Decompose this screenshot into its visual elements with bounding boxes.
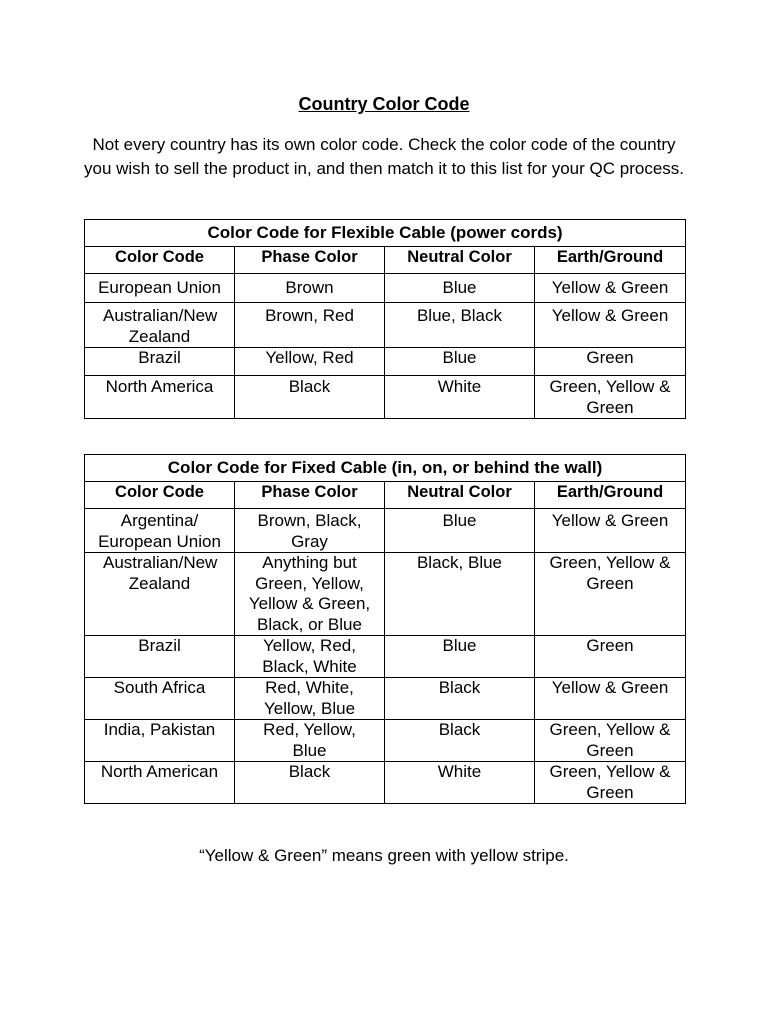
table-row [85, 303, 686, 348]
table-cell: Yellow, Red, Black, White [235, 636, 385, 678]
page-title: Country Color Code [298, 94, 470, 114]
header-earth-ground: Earth/Ground [535, 247, 686, 274]
table-cell: Green [535, 348, 686, 376]
table-caption: Color Code for Flexible Cable (power cords) [85, 220, 686, 247]
table-cell: Brown, Red [235, 303, 385, 348]
table-cell: Yellow & Green [535, 509, 686, 553]
table-cell: Black, Blue [385, 553, 535, 636]
table-cell: North America [85, 376, 235, 419]
table-cell: Blue [385, 274, 535, 303]
intro-paragraph: Not every country has its own color code. Check the color code of the country you wish to sell the product in, and then match it to this list for your QC process. [84, 135, 684, 178]
table-cell: Brazil [85, 636, 235, 678]
table-cell: Green, Yellow & Green [535, 553, 686, 636]
flexible-cable-table [84, 219, 686, 419]
table-cell: White [385, 376, 535, 419]
table-cell: Black [385, 720, 535, 762]
table-cell: Brazil [85, 348, 235, 376]
table-cell: North American [85, 762, 235, 804]
table-cell: Argentina/ European Union [85, 509, 235, 553]
table-cell: Yellow & Green [535, 274, 686, 303]
table-row [85, 376, 686, 419]
table-cell: Red, Yellow, Blue [235, 720, 385, 762]
header-color-code: Color Code [85, 247, 235, 274]
table-row [85, 720, 686, 762]
table-cell: Anything but Green, Yellow, Yellow & Green, Black, or Blue [235, 553, 385, 636]
table-cell: Blue, Black [385, 303, 535, 348]
fixed-cable-table [84, 454, 686, 804]
table-cell: Black [385, 678, 535, 720]
table-row [85, 553, 686, 636]
table-cell: India, Pakistan [85, 720, 235, 762]
table-cell: Blue [385, 509, 535, 553]
table-cell: Blue [385, 348, 535, 376]
header-row [85, 482, 686, 509]
table-caption: Color Code for Fixed Cable (in, on, or behind the wall) [85, 455, 686, 482]
table-cell: Green [535, 636, 686, 678]
table-cell: South Africa [85, 678, 235, 720]
table-row [85, 509, 686, 553]
footnote: “Yellow & Green” means green with yellow stripe. [199, 846, 569, 865]
table-cell: Yellow & Green [535, 678, 686, 720]
table-cell: Yellow, Red [235, 348, 385, 376]
table-cell: Red, White, Yellow, Blue [235, 678, 385, 720]
table-cell: Brown [235, 274, 385, 303]
table-row [85, 348, 686, 376]
table-cell: Black [235, 376, 385, 419]
table-cell: Yellow & Green [535, 303, 686, 348]
table-row [85, 636, 686, 678]
table-cell: Australian/New Zealand [85, 303, 235, 348]
header-phase-color: Phase Color [235, 247, 385, 274]
table-cell: Green, Yellow & Green [535, 720, 686, 762]
table-cell: Brown, Black, Gray [235, 509, 385, 553]
table-cell: European Union [85, 274, 235, 303]
header-neutral-color: Neutral Color [385, 247, 535, 274]
table-cell: White [385, 762, 535, 804]
header-color-code: Color Code [85, 482, 235, 509]
header-earth-ground: Earth/Ground [535, 482, 686, 509]
table-cell: Green, Yellow & Green [535, 762, 686, 804]
header-neutral-color: Neutral Color [385, 482, 535, 509]
table-row [85, 678, 686, 720]
table-cell: Blue [385, 636, 535, 678]
table-cell: Black [235, 762, 385, 804]
table-cell: Australian/New Zealand [85, 553, 235, 636]
header-row [85, 247, 686, 274]
table-row [85, 762, 686, 804]
table-cell: Green, Yellow & Green [535, 376, 686, 419]
table-row [85, 274, 686, 303]
header-phase-color: Phase Color [235, 482, 385, 509]
